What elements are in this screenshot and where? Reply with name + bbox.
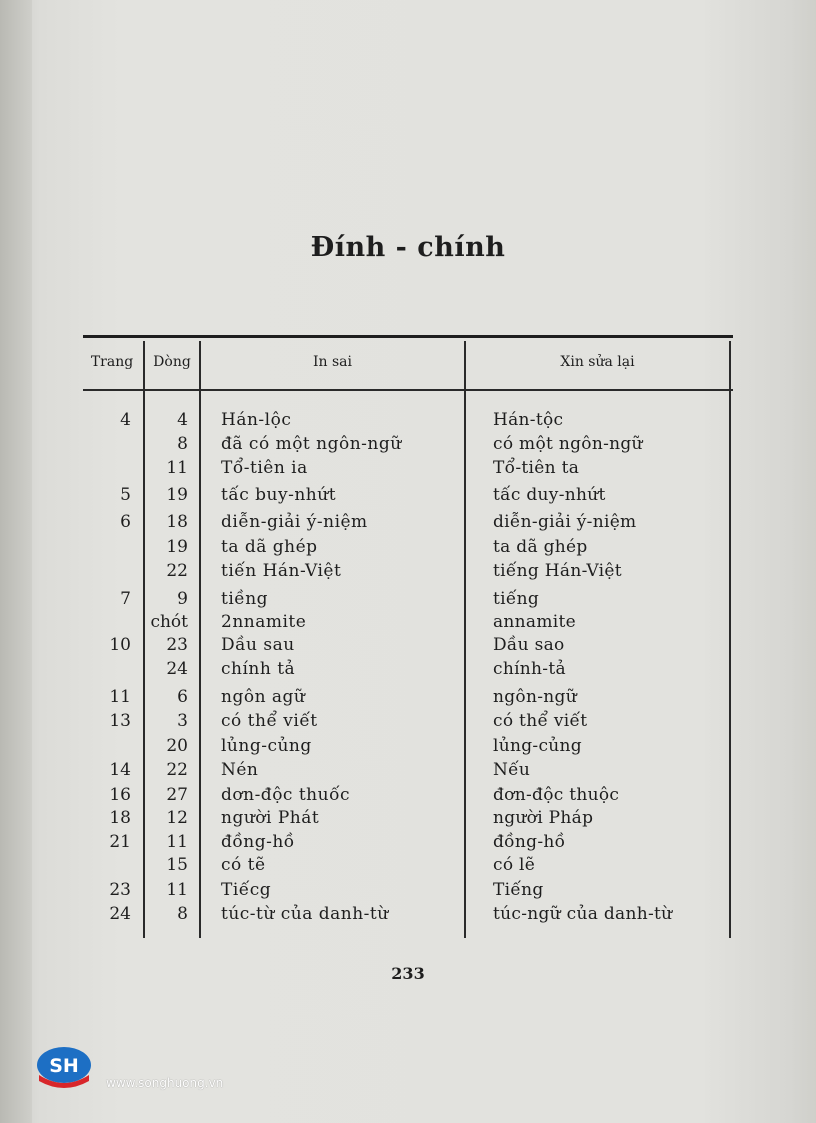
cell-correct: đồng-hồ bbox=[493, 832, 566, 852]
table-row bbox=[83, 635, 733, 659]
cell-correct: túc-ngữ của danh-từ bbox=[493, 904, 673, 924]
cell-page: 13 bbox=[109, 711, 131, 731]
songhuong-logo-icon bbox=[33, 1045, 95, 1091]
cell-wrong: Hán-lộc bbox=[221, 410, 292, 430]
cell-page: 10 bbox=[109, 635, 131, 655]
header-correct: Xin sửa lại bbox=[560, 354, 635, 370]
cell-correct: tiếng Hán-Việt bbox=[493, 561, 622, 581]
cell-correct: Tiếng bbox=[493, 880, 544, 900]
cell-wrong: Nén bbox=[221, 760, 259, 780]
header-page: Trang bbox=[90, 354, 134, 370]
cell-wrong: dơn-độc thuốc bbox=[221, 785, 351, 805]
table-row bbox=[83, 832, 733, 856]
cell-correct: đơn-độc thuộc bbox=[493, 785, 620, 805]
cell-page: 18 bbox=[109, 808, 131, 828]
cell-line: 27 bbox=[166, 785, 188, 805]
cell-wrong: tiềng bbox=[221, 589, 269, 609]
cell-line: 22 bbox=[166, 561, 188, 581]
page-number: 233 bbox=[391, 964, 425, 983]
cell-wrong: 2nnamite bbox=[221, 612, 307, 632]
cell-page: 14 bbox=[109, 760, 131, 780]
cell-wrong: Tiếcg bbox=[221, 880, 272, 900]
cell-page: 7 bbox=[120, 589, 131, 609]
cell-wrong: có tẽ bbox=[221, 855, 266, 875]
cell-line: 19 bbox=[166, 485, 188, 505]
cell-correct: có thể viết bbox=[493, 711, 588, 731]
table-row bbox=[83, 711, 733, 735]
cell-line: 9 bbox=[177, 589, 188, 609]
table-row bbox=[83, 485, 733, 509]
cell-line: 11 bbox=[166, 880, 188, 900]
cell-correct: annamite bbox=[493, 612, 577, 632]
cell-line: 22 bbox=[166, 760, 188, 780]
table-row bbox=[83, 808, 733, 832]
cell-page: 6 bbox=[120, 512, 131, 532]
table-row bbox=[83, 855, 733, 879]
cell-line: 23 bbox=[166, 635, 188, 655]
table-row bbox=[83, 785, 733, 809]
page-title: Đính - chính bbox=[310, 232, 506, 263]
header-rule bbox=[83, 389, 733, 391]
cell-wrong: diễn-giải ý-niệm bbox=[221, 512, 368, 532]
cell-page: 23 bbox=[109, 880, 131, 900]
cell-line: 8 bbox=[177, 434, 188, 454]
cell-page: 24 bbox=[109, 904, 131, 924]
cell-line: 12 bbox=[166, 808, 188, 828]
table-row bbox=[83, 410, 733, 434]
cell-correct: ngôn-ngữ bbox=[493, 687, 577, 707]
cell-line: 11 bbox=[166, 832, 188, 852]
cell-line: chót bbox=[150, 612, 188, 632]
table-row bbox=[83, 612, 733, 636]
cell-page: 16 bbox=[109, 785, 131, 805]
cell-wrong: tấc buy-nhứt bbox=[221, 485, 337, 505]
table-row bbox=[83, 760, 733, 784]
cell-line: 8 bbox=[177, 904, 188, 924]
cell-line: 18 bbox=[166, 512, 188, 532]
errata-table bbox=[83, 335, 733, 938]
cell-page: 4 bbox=[120, 410, 131, 430]
table-row bbox=[83, 537, 733, 561]
header-wrong: In sai bbox=[312, 354, 352, 370]
cell-wrong: ngôn agữ bbox=[221, 687, 306, 707]
table-row bbox=[83, 589, 733, 613]
logo-text: SH bbox=[49, 1055, 79, 1077]
cell-line: 20 bbox=[166, 736, 188, 756]
cell-wrong: ta dã ghép bbox=[221, 537, 318, 557]
cell-line: 19 bbox=[166, 537, 188, 557]
header-line: Dòng bbox=[153, 354, 191, 370]
cell-wrong: chính tả bbox=[221, 659, 296, 679]
cell-line: 3 bbox=[177, 711, 188, 731]
cell-correct: tấc duy-nhứt bbox=[493, 485, 606, 505]
cell-wrong: đồng-hồ bbox=[221, 832, 295, 852]
cell-wrong: lủng-củng bbox=[221, 736, 312, 756]
table-row bbox=[83, 880, 733, 904]
table-row bbox=[83, 458, 733, 482]
cell-page: 11 bbox=[109, 687, 131, 707]
table-row bbox=[83, 687, 733, 711]
cell-line: 11 bbox=[166, 458, 188, 478]
cell-wrong: có thể viết bbox=[221, 711, 318, 731]
cell-correct: có lẽ bbox=[493, 855, 536, 875]
cell-line: 4 bbox=[177, 410, 188, 430]
cell-correct: lủng-củng bbox=[493, 736, 582, 756]
cell-line: 15 bbox=[166, 855, 188, 875]
cell-correct: tiếng bbox=[493, 589, 540, 609]
cell-correct: Tổ-tiên ta bbox=[493, 458, 580, 478]
cell-wrong: Dầu sau bbox=[221, 635, 295, 655]
cell-correct: diễn-giải ý-niệm bbox=[493, 512, 637, 532]
watermark-site: www.songhuong.vn bbox=[106, 1076, 224, 1090]
book-binding-edge bbox=[0, 0, 32, 1123]
cell-correct: Dầu sao bbox=[493, 635, 565, 655]
table-row bbox=[83, 904, 733, 928]
table-row bbox=[83, 561, 733, 585]
cell-line: 6 bbox=[177, 687, 188, 707]
cell-wrong: người Phát bbox=[221, 808, 320, 828]
cell-correct: có một ngôn-ngữ bbox=[493, 434, 643, 454]
cell-correct: ta dã ghép bbox=[493, 537, 588, 557]
cell-page: 21 bbox=[109, 832, 131, 852]
cell-line: 24 bbox=[166, 659, 188, 679]
cell-wrong: đã có một ngôn-ngữ bbox=[221, 434, 402, 454]
cell-wrong: túc-từ của danh-từ bbox=[221, 904, 389, 924]
table-row bbox=[83, 434, 733, 458]
cell-page: 5 bbox=[120, 485, 131, 505]
table-row bbox=[83, 512, 733, 536]
cell-correct: người Pháp bbox=[493, 808, 594, 828]
cell-correct: Hán-tộc bbox=[493, 410, 564, 430]
cell-correct: Nếu bbox=[493, 760, 531, 780]
table-row bbox=[83, 659, 733, 683]
table-row bbox=[83, 736, 733, 760]
cell-wrong: tiến Hán-Việt bbox=[221, 561, 342, 581]
cell-correct: chính-tả bbox=[493, 659, 566, 679]
cell-wrong: Tổ-tiên ia bbox=[221, 458, 308, 478]
